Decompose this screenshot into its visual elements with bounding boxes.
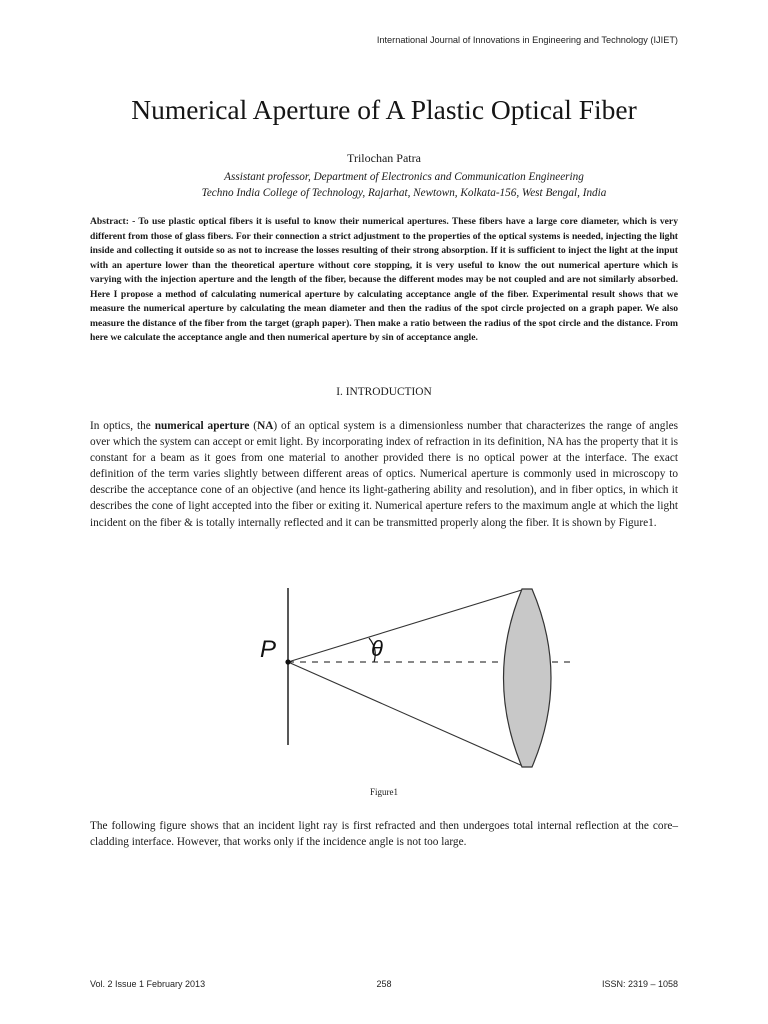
journal-header: International Journal of Innovations in Engineering and Technology (IJIET) xyxy=(376,35,678,45)
paper-title: Numerical Aperture of A Plastic Optical Fiber xyxy=(131,94,637,125)
followup-paragraph: The following figure shows that an incident light ray is first refracted and then undergoes total internal reflection at the core–cladding interface. However, that works only if the incidence angle is not too large. xyxy=(90,820,678,849)
figure-lower-ray xyxy=(288,662,525,767)
figure-label-theta: θ xyxy=(371,636,383,661)
figure-point-p xyxy=(285,659,290,664)
affiliation-line-1: Assistant professor, Department of Electronics and Communication Engineering xyxy=(224,171,584,183)
figure-caption: Figure1 xyxy=(370,787,398,797)
acceptance-cone-figure xyxy=(250,585,580,775)
author-name: Trilochan Patra xyxy=(347,151,421,165)
figure-upper-ray xyxy=(288,589,525,662)
intro-rest: of an optical system is a dimensionless number that characterizes the range of angles over which the system can accept or emit light. By incorporating index of refraction in its definition, NA has the property that it is constant for a beam as it goes from one material to another provided there is no optical power at the interface. The exact definition of the term varies slightly between different areas of optics. Numerical aperture is commonly used in microscopy to describe the acceptance cone of an objective (and hence its light-gathering ability and resolution), and in fiber optics, in which it describes the cone of light accepted into the fiber or exiting it. Numerical aperture refers to the maximum angle at which the light incident on the fiber & is totally internally reflected and it can be transmitted properly along the fiber. It is shown by Figure1. xyxy=(90,420,678,529)
figure-lens xyxy=(504,589,552,767)
figure-label-p: P xyxy=(260,636,277,663)
footer-issn: ISSN: 2319 – 1058 xyxy=(601,979,678,989)
abstract-text: Abstract: - To use plastic optical fibers it is useful to know their numerical apertures. These fibers have a large core diameter, which is very different from those of glass fibers. For their connection a strict adjustment to the properties of the optical systems is needed, injecting the light inside and collecting it outside so as not to increase the losses resulting of their strong absorption. If it is sufficient to inject the light at the input with an aperture lower than the theoretical aperture without core stopping, it is very useful to know the out numerical aperture which is varying with the injection aperture and the length of the fiber, because the different modes may be not coupled and are not similarly absorbed. Here I propose a method of calculating numerical aperture by calculating acceptance angle of the fiber. Experimental result shows that we measure the numerical aperture by calculating the mean diameter and then the radius of the spot circle projected on a graph paper. We also measure the distance of the fiber from the target (graph paper). Then make a ratio between the radius of the spot circle and the distance. From here we calculate the acceptance angle and then numerical aperture by sin of acceptance angle. xyxy=(90,216,678,343)
footer-page-number: 258 xyxy=(376,979,392,989)
intro-paragraph xyxy=(90,418,678,531)
affiliation-line-2: Techno India College of Technology, Rajarhat, Newtown, Kolkata-156, West Bengal, India xyxy=(201,187,607,199)
footer-volume: Vol. 2 Issue 1 February 2013 xyxy=(90,979,206,989)
term-numerical-aperture: numerical aperture xyxy=(154,420,250,432)
intro-lead: In optics, the xyxy=(90,420,155,432)
intro-paren-close: ) xyxy=(273,420,278,432)
intro-paren-open: ( xyxy=(249,420,258,432)
section-heading-introduction: I. INTRODUCTION xyxy=(336,386,432,398)
term-na: NA xyxy=(257,420,274,432)
